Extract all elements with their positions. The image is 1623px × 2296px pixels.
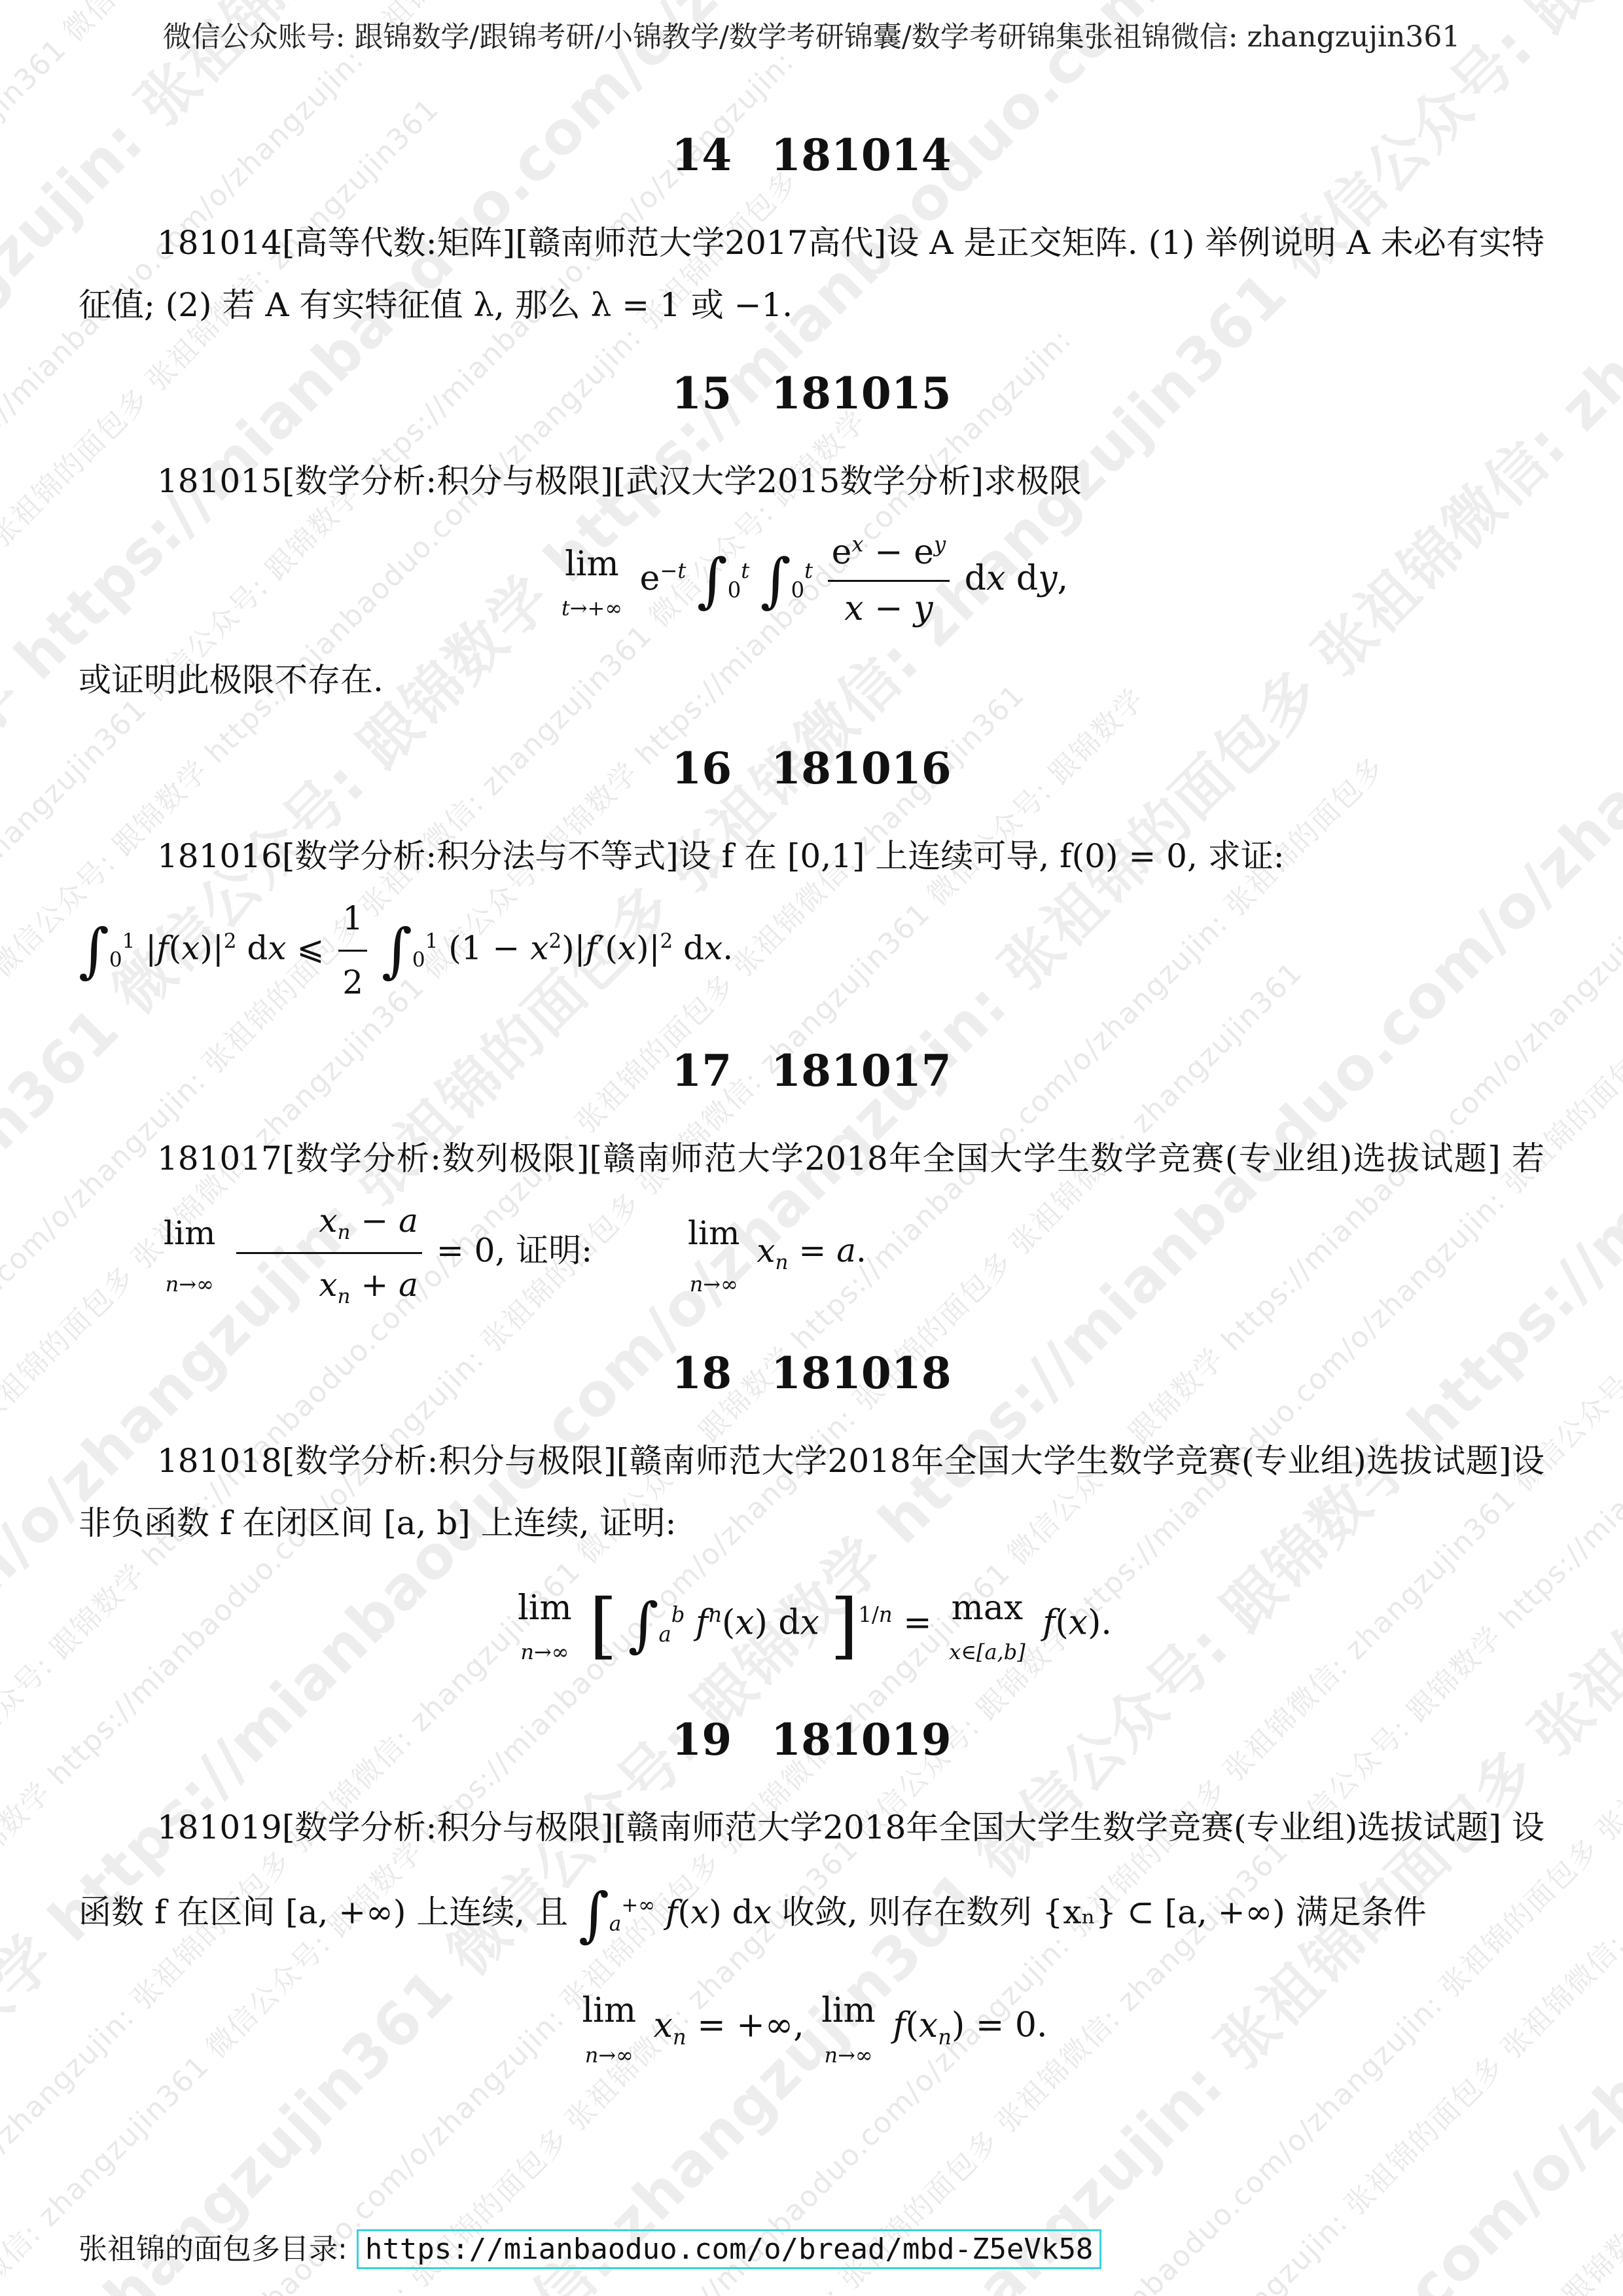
watermark-line: 张祖锦微信: zhangzujin361 微信公众号: 跟锦数学 https://mianbaoduo.com/o/zhangzujin: 张祖锦的面包多 张祖锦微信: zhangzujin361 — [0, 76, 1623, 2296]
section-title: 19 181019 — [79, 1714, 1544, 1765]
watermark-line: https://mianbaoduo.com/o/zhangzujin: — [0, 0, 1259, 1587]
watermark-line: zhangzujin361 微信公众号: 跟锦数学 https://mianbaoduo.com/o/zhangzujin: — [0, 137, 1623, 2296]
section-title: 16 181016 — [79, 743, 1544, 794]
problem-text: 181014[高等代数:矩阵][赣南师范大学2017高代]设 A 是正交矩阵. (1) 举例说明 A 未必有实特征值; (2) 若 A 有实特征值 λ, 那么 λ = 1 或 −1. — [79, 212, 1544, 336]
watermark-line: 张祖锦的面包多 张祖锦微信: zhangzujin361 微信公众号: 跟锦数学 https://mianbaoduo.com/o/zhangzujin: — [181, 508, 1623, 2296]
problem-text: 181019[数学分析:积分与极限][赣南师范大学2018年全国大学生数学竞赛(专业组)选拔试题] 设函数 f 在区间 [a, +∞) 上连续, 且 $\int_a^{+\infty}$ f(x) dx 收敛, 则存在数列 {xₙ} ⊂ [a, +∞) 满足条件 — [79, 1797, 1544, 1971]
formula: $\int_0^1$ $|f(x)|^2$ dx ⩽ $\frac{1}{2}$ $\int_0^1$ $(1 - x^2)|f'(x)|^2$ dx. — [79, 888, 1544, 1014]
watermark-line: https://mianbaoduo.com/o/zhangzujin: 张祖锦的面包多 张祖锦微信: zhangzujin361 微信公众号: 跟锦数学 https://mianbaoduo.com/o/zhangzujin: 张祖锦的面包多 — [0, 292, 1623, 2296]
watermark-line: 张祖锦的面包多 张祖锦微信: zhangzujin361 — [0, 0, 1321, 1648]
section-title: 18 181018 — [79, 1348, 1544, 1399]
watermark-line: zhangzujin361 微信公众号: 跟锦数学 https://mianbaoduo.com/o/zhangzujin: — [0, 0, 1623, 1956]
watermark-line: zhangzujin361 微信公众号: 跟锦数学 https://mianbaoduo.com/o/zhangzujin: — [26, 353, 1623, 2296]
watermark-line: https://mianbaoduo.com/o/zhangzujin: 张祖锦的面包多 张祖锦微信: zhangzujin361 微信公众号: 跟锦数学 — [0, 0, 1623, 2018]
page-header: 微信公众账号: 跟锦数学/跟锦考研/小锦教学/数学考研锦囊/数学考研锦集张祖锦微信: zhangzujin361 — [0, 13, 1623, 55]
section-title: 15 181015 — [79, 368, 1544, 419]
watermark-line: 张祖锦的面包多 张祖锦微信: — [242, 569, 1623, 2296]
formula: lim n→∞ [ $\int_a^b$ $f^n(x)$ dx ]$^{1/n}$ = max x∈[a,b] f(x). — [79, 1568, 1544, 1683]
formula: lim t→+∞ $e^{-t}$ $\int_0^t$ $\int_0^t$ $\frac{e^x - e^y}{x - y}$ dx dy, — [79, 526, 1544, 636]
catalog-link[interactable]: https://mianbaoduo.com/o/bread/mbd-Z5eVk58 — [357, 2229, 1102, 2269]
watermark-line: 微信公众号: 跟锦数学 https://mianbaoduo.com/o/zhangzujin: 张祖锦的面包多 — [0, 0, 1537, 1864]
problem-text: 181015[数学分析:积分与极限][武汉大学2015数学分析]求极限 — [79, 450, 1544, 512]
problem-text: 181017[数学分析:数列极限][赣南师范大学2018年全国大学生数学竞赛(专业组)选拔试题] 若 lim n→∞ $\frac{x_n - a}{x_n + a}$ = 0, 证明: lim n→∞ $x_n = a$. — [79, 1128, 1544, 1316]
watermark-line: zhangzujin361 微信公众号: 跟锦数学 https://mianbaoduo.com/o/zhangzujin: — [0, 0, 1475, 1803]
watermark-line: 跟锦数学 https://mianbaoduo.com/o/zhangzujin: 张祖锦的面包多 张祖锦微信: zhangzujin361 微信公众号: 跟锦数学 — [0, 0, 1623, 2296]
watermark-line: 张祖锦的面包多 张祖锦微信: zhangzujin361 微信公众号: 跟锦数学 https://mianbaoduo.com/o/zhangzujin: — [0, 0, 1623, 2080]
watermark-line: https://mianbaoduo.com/o/zhangzujin: 张祖锦的面包多 张祖锦微信: zhangzujin361 微信公众号: — [0, 0, 1623, 2172]
section-title: 14 181014 — [79, 130, 1544, 181]
watermark-line: https://mianbaoduo.com/o/zhangzujin: 张祖锦的面包多 张祖锦微信: zhangzujin361 微信公众号: 跟锦数学 https://mianbaoduo.com/o/zhangzujin: 张祖锦的面包多 — [0, 14, 1623, 2296]
watermark-line: 跟锦数学 https://mianbaoduo.com/o/zhangzujin: — [0, 0, 1413, 1740]
watermark-line: 微信公众号: 跟锦数学 https://mianbaoduo.com/o/zhangzujin: 张祖锦的面包多 张祖锦微信: zhangzujin361 — [0, 0, 1623, 2234]
watermark-line: 张祖锦微信: zhangzujin361 微信公众号: 跟锦数学 https://mianbaoduo.com/o/zhangzujin: 张祖锦的面包多 张祖锦微信: zhangzujin361 微信公众号: 跟锦数学 — [118, 446, 1623, 2296]
watermark-line: 跟锦数学 https://mianbaoduo.com/o/zhangzujin: 张祖锦的面包多 张祖锦微信: zhangzujin361 — [0, 0, 1623, 2296]
section-title: 17 181017 — [79, 1045, 1544, 1096]
problem-text: 181016[数学分析:积分法与不等式]设 f 在 [0,1] 上连续可导, f(0) = 0, 求证: — [79, 825, 1544, 888]
problem-text: 181018[数学分析:积分与极限][赣南师范大学2018年全国大学生数学竞赛(专业组)选拔试题]设非负函数 f 在闭区间 [a, b] 上连续, 证明: — [79, 1430, 1544, 1554]
watermark-line: zhangzujin361 — [0, 0, 1105, 1432]
footer-label: 张祖锦的面包多目录: — [79, 2233, 348, 2266]
problem-text: 或证明此极限不存在. — [79, 649, 1544, 711]
watermark-line: 微信公众号: 跟锦数学 https://mianbaoduo.com/o/zhangzujin: 张祖锦的面包多 张祖锦微信: zhangzujin361 微信公众号: 跟锦数学 https://mianbaoduo.com/o/zhangzujin: — [0, 230, 1623, 2296]
formula: lim n→∞ $x_n$ = +∞, lim n→∞ $f(x_n) = 0$. — [79, 1984, 1544, 2072]
